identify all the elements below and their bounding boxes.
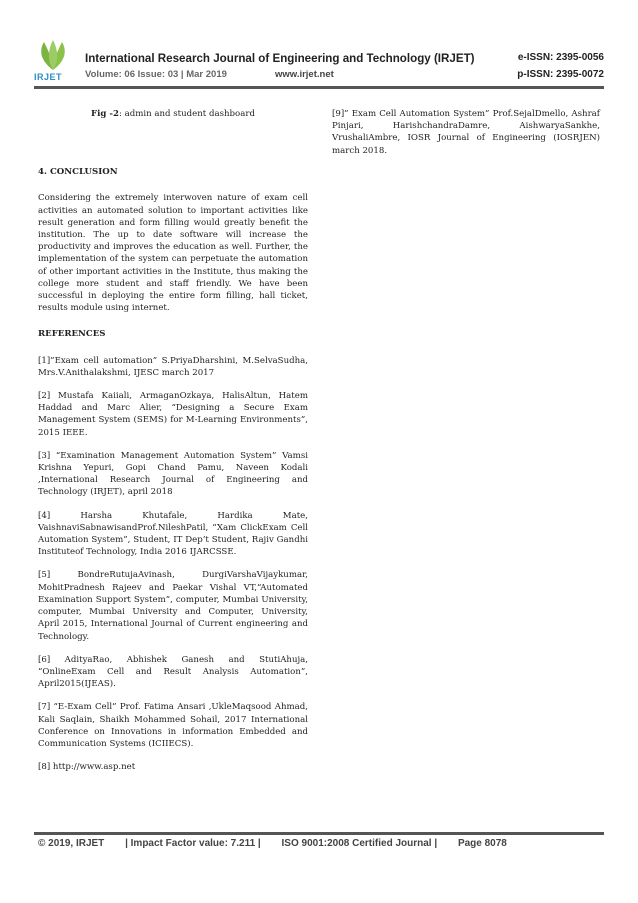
left-column xyxy=(38,108,308,784)
references-heading: REFERENCES xyxy=(38,329,106,340)
logo-text: IRJET xyxy=(34,72,63,82)
page-footer xyxy=(38,838,525,849)
figure-caption xyxy=(38,108,308,120)
volume-issue: Volume: 06 Issue: 03 | Mar 2019 xyxy=(85,69,227,80)
header-divider xyxy=(34,86,604,89)
journal-website-link[interactable]: www.irjet.net xyxy=(275,69,334,80)
footer-iso: ISO 9001:2008 Certified Journal | xyxy=(281,838,438,849)
figure-label: Fig -2 xyxy=(91,109,119,119)
footer-impact-factor: | Impact Factor value: 7.211 | xyxy=(125,838,261,849)
conclusion-paragraph: Considering the extremely interwoven nature of exam cell activities an automated solution to important activities like result generation and form filling would greatly benefit the institution. The up to date software will increase the productivity and improves the education as well. Further, the implementation of the system can perpetuate the automation of other important activities in the Institute, thus making the college more student and staff friendly. We have been successful in deploying the entire form filling, hall ticket, results module using internet. xyxy=(38,193,308,314)
conclusion-heading: 4. CONCLUSION xyxy=(38,167,118,178)
footer-page-number: Page 8078 xyxy=(457,838,507,849)
reference-item: [6] AdityaRao, Abhishek Ganesh and StutiAhuja, “OnlineExam Cell and Result Analysis Automation”, April2015(IJEAS). xyxy=(38,654,308,690)
eissn: e-ISSN: 2395-0056 xyxy=(517,52,604,63)
reference-item: [7] “E-Exam Cell” Prof. Fatima Ansari ,UkleMaqsood Ahmad, Kali Saqlain, Shaikh Mohammed Sohail, 2017 International Conference on Innovations in information Embedded and Communication Systems (ICIIECS). xyxy=(38,702,308,749)
reference-item-link[interactable]: [8] http://www.asp.net xyxy=(38,762,136,773)
reference-item: [3] “Examination Management Automation System” Vamsi Krishna Yepuri, Gopi Chand Pamu, Naveen Kodali ,International Research Journal of Engineering and Technology (IRJET), april 2018 xyxy=(38,450,308,498)
right-column xyxy=(332,108,600,168)
footer-copyright: © 2019, IRJET xyxy=(38,838,105,849)
reference-item: [4] Harsha Khutafale, Hardika Mate, VaishnaviSabnawisandProf.NileshPatil, “Xam ClickExam Cell Automation System”, Student, IT Dep’t Student, Rajiv Gandhi Instituteof Technology, India 2016 IJARCSSE. xyxy=(38,510,308,558)
reference-item: [1]”Exam cell automation” S.PriyaDharshini, M.SelvaSudha, Mrs.V.Anithalakshmi, IJESC march 2017 xyxy=(38,355,308,378)
reference-item: [2] Mustafa Kaiiali, ArmaganOzkaya, HalisAltun, Hatem Haddad and Marc Alier, “Designing a Secure Exam Management System (SEMS) for M-Learning Environments”, 2015 IEEE. xyxy=(38,391,308,438)
figure-caption-text: : admin and student dashboard xyxy=(118,109,255,119)
pissn: p-ISSN: 2395-0072 xyxy=(517,69,604,80)
reference-item: [5] BondreRutujaAvinash, DurgiVarshaVijaykumar, MohitPradnesh Rajeev and Paekar Vishal VT,“Automated Examination Support System”, computer, Mumbai University, computer, Mumbai University and Computer, University, April 2015, International Journal of Current engineering and Technology. xyxy=(38,570,308,642)
reference-item: [9]” Exam Cell Automation System” Prof.SejalDmello, Ashraf Pinjari, HarishchandraDamre, AishwaryaSankhe, VrushaliAmbre, IOSR Journal of Engineering (IOSRJEN) march 2018. xyxy=(332,109,600,156)
journal-title: International Research Journal of Engineering and Technology (IRJET) xyxy=(85,52,475,65)
footer-divider xyxy=(34,832,604,835)
